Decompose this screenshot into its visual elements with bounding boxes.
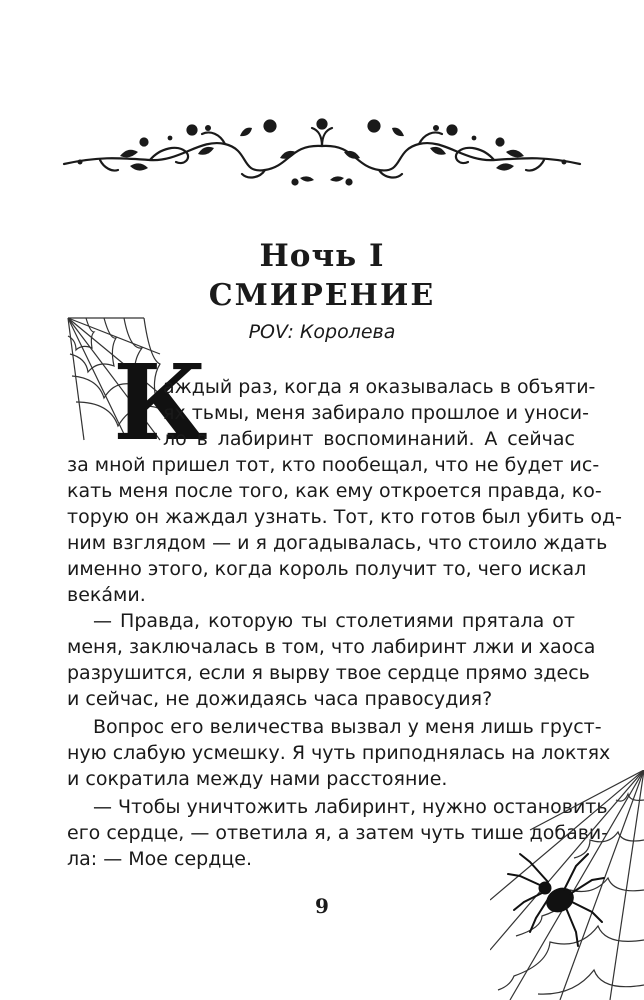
text-line: именно этого, когда король получит то, чего искал xyxy=(67,558,587,580)
chapter-title: Ночь I xyxy=(259,238,385,274)
pov-line: POV: Королева xyxy=(248,321,396,343)
text-line: — Правда, которую ты столетиями прятала от xyxy=(93,610,575,632)
text-line: меня, заключалась в том, что лабиринт лжи и хаоса xyxy=(67,636,596,658)
text-line: ную слабую усмешку. Я чуть приподнялась на локтях xyxy=(67,742,611,764)
spiderweb-with-spider-icon xyxy=(490,770,644,1000)
text-line: и сейчас, не дожидаясь часа правосудия? xyxy=(67,688,493,710)
text-line: ях тьмы, меня забирало прошлое и уноси- xyxy=(163,402,589,424)
text-line: его сердце, — ответила я, а затем чуть тише добави- xyxy=(67,822,609,844)
text-line: разрушится, если я вырву твое сердце прямо здесь xyxy=(67,662,590,684)
text-line: за мной пришел тот, кто пообещал, что не будет ис- xyxy=(67,454,600,476)
text-line: и сократила между нами расстояние. xyxy=(67,768,448,790)
text-line: ло в лабиринт воспоминаний. А сейчас xyxy=(163,428,575,450)
page-number: 9 xyxy=(315,894,329,918)
text-line: — Чтобы уничтожить лабиринт, нужно остановить xyxy=(93,796,608,818)
chapter-subtitle: СМИРЕНИЕ xyxy=(208,278,436,313)
text-line: торую он жаждал узнать. Тот, кто готов был убить од- xyxy=(67,506,622,528)
text-line: ла: — Мое сердце. xyxy=(67,848,253,870)
text-line: века́ми. xyxy=(67,584,146,606)
drop-cap: К xyxy=(113,341,208,464)
vine-ornament xyxy=(60,108,584,190)
text-line: аждый раз, когда я оказывалась в объяти- xyxy=(163,376,596,398)
text-line: Вопрос его величества вызвал у меня лишь груст- xyxy=(93,716,602,738)
text-line: кать меня после того, как ему откроется правда, ко- xyxy=(67,480,602,502)
text-line: ним взглядом — и я догадывалась, что стоило ждать xyxy=(67,532,608,554)
